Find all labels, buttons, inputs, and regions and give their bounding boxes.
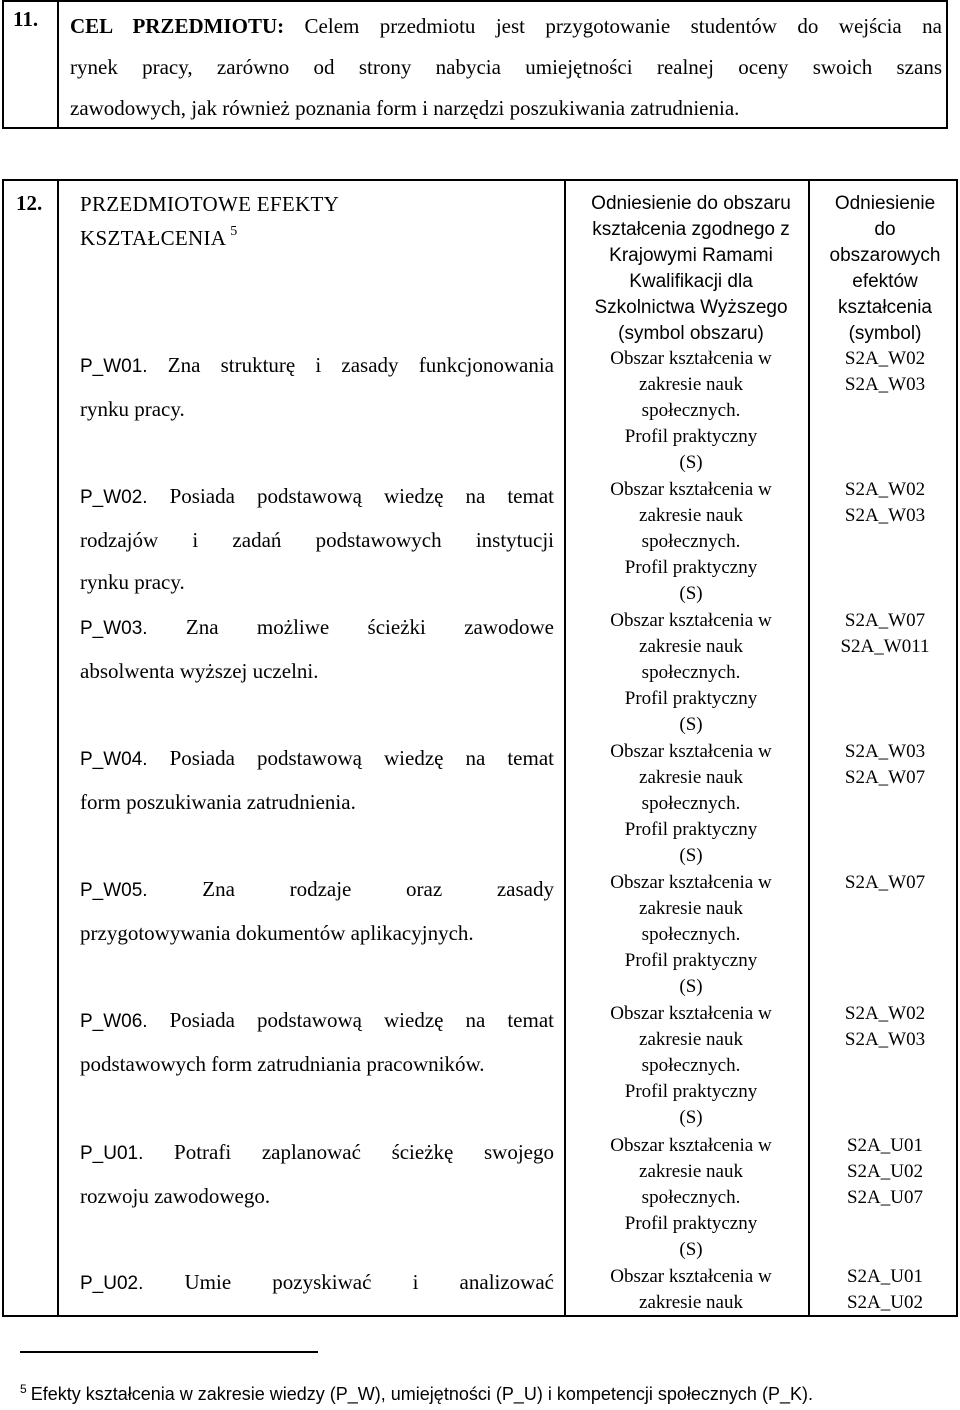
area-header-line: (symbol obszaru) (618, 323, 764, 344)
effects-heading (80, 191, 339, 252)
area-reference-line: Obszar kształcenia w (610, 348, 772, 369)
symbol-code: S2A_W07 (844, 610, 926, 631)
area-reference (576, 870, 806, 1000)
area-reference-line: zakresie nauk (639, 505, 743, 526)
symbol-code: S2A_W07 (844, 767, 926, 788)
symbol-header-line: (symbol) (848, 323, 922, 344)
outcome-line (80, 999, 554, 1043)
outcome-line (80, 561, 554, 603)
area-reference-line: Obszar kształcenia w (610, 1135, 772, 1156)
outcome-p_u01 (80, 1131, 554, 1217)
symbol-header-line: do (874, 219, 896, 240)
symbol-code: S2A_U02 (846, 1292, 923, 1313)
outcome-p_w04 (80, 737, 554, 823)
symbol-code: S2A_W03 (844, 374, 926, 395)
symbol-code: S2A_W07 (844, 872, 926, 893)
symbol-header-line: Odniesienie (834, 193, 936, 214)
area-reference-line: (S) (679, 1239, 703, 1260)
footnote-rule (20, 1351, 318, 1353)
symbol-reference (812, 1264, 958, 1316)
outcome-p_w02 (80, 475, 554, 603)
symbol-header-line: kształcenia (838, 297, 932, 318)
area-header-line: kształcenia zgodnego z (592, 219, 790, 240)
outcome-text: rynku pracy. (80, 570, 185, 594)
area-reference-line: społecznych. (641, 924, 741, 945)
symbol-reference (812, 1133, 958, 1211)
section-11-line-1-text: Celem przedmiotu jest przygotowanie studentów do wejścia na (284, 14, 942, 38)
outcome-text: Zna rodzaje oraz zasady (147, 877, 554, 901)
area-header-line: Krajowymi Ramami (609, 245, 773, 266)
area-reference-line: Profil praktyczny (624, 426, 758, 447)
symbol-code: S2A_W03 (844, 505, 926, 526)
area-reference-line: społecznych. (641, 662, 741, 683)
area-reference-line: Profil praktyczny (624, 1081, 758, 1102)
outcome-text: Posiada podstawową wiedzę na temat (147, 746, 554, 770)
outcome-line (80, 344, 554, 388)
area-reference-line: Obszar kształcenia w (610, 872, 772, 893)
outcome-code: P_W01. (80, 356, 148, 377)
outcome-line (80, 868, 554, 912)
outcome-text: podstawowych form zatrudniania pracowników. (80, 1052, 485, 1076)
outcome-line (80, 388, 554, 430)
area-reference-line: społecznych. (641, 793, 741, 814)
area-reference-line: społecznych. (641, 1055, 741, 1076)
area-reference (576, 477, 806, 607)
outcome-text: Potrafi zaplanować ścieżkę swojego (143, 1140, 554, 1164)
outcome-code: P_W05. (80, 880, 148, 901)
table-divider-3 (808, 181, 810, 1315)
learning-outcomes-table (2, 179, 958, 1317)
area-reference-line: zakresie nauk (639, 374, 743, 395)
area-reference-line: Obszar kształcenia w (610, 1003, 772, 1024)
symbol-header-line: obszarowych (829, 245, 941, 266)
table-divider-1 (57, 181, 59, 1315)
footnote-marker: 5 (20, 1382, 27, 1396)
section-11-line-2: rynek pracy, zarówno od strony nabycia umiejętności realnej oceny swoich szans (70, 55, 942, 79)
footnote-ref: 5 (230, 224, 238, 239)
outcome-code: P_U02. (80, 1273, 144, 1294)
section-11-number: 11. (13, 7, 39, 31)
table-divider-2 (564, 181, 566, 1315)
area-reference-line: Profil praktyczny (624, 1213, 758, 1234)
outcome-line (80, 475, 554, 519)
symbol-code: S2A_U07 (846, 1187, 923, 1208)
symbol-header-line: efektów (852, 271, 918, 292)
area-reference-line: Obszar kształcenia w (610, 610, 772, 631)
effects-heading-line-2 (80, 218, 339, 252)
area-reference (576, 739, 806, 869)
outcome-text: rynku pracy. (80, 397, 185, 421)
outcome-p_w05 (80, 868, 554, 954)
outcome-line (80, 737, 554, 781)
outcome-text: absolwenta wyższej uczelni. (80, 659, 319, 683)
area-reference-line: (S) (679, 714, 703, 735)
outcome-code: P_W06. (80, 1011, 148, 1032)
area-header-line: Odniesienie do obszaru (591, 193, 791, 214)
outcome-line (80, 1131, 554, 1175)
symbol-reference (812, 1001, 958, 1053)
outcome-line (80, 1175, 554, 1217)
area-reference-line: Profil praktyczny (624, 950, 758, 971)
area-reference-line: społecznych. (641, 400, 741, 421)
outcome-p_w03 (80, 606, 554, 692)
symbol-code: S2A_W03 (844, 1029, 926, 1050)
section-11-text (70, 6, 942, 129)
section-11-box (2, 0, 948, 129)
outcome-line (80, 1043, 554, 1085)
outcome-p_u02 (80, 1261, 554, 1305)
outcome-line (80, 606, 554, 650)
effects-heading-line-1: PRZEDMIOTOWE EFEKTY (80, 192, 340, 216)
symbol-reference (812, 477, 958, 529)
outcome-text: rodzajów i zadań podstawowych instytucji (80, 528, 554, 552)
symbol-code: S2A_W02 (844, 1003, 926, 1024)
area-header-line: Szkolnictwa Wyższego (594, 297, 788, 318)
symbol-code: S2A_W02 (844, 479, 926, 500)
outcome-line (80, 1261, 554, 1305)
outcome-code: P_W03. (80, 618, 148, 639)
area-reference-line: zakresie nauk (639, 1161, 743, 1182)
footnote (20, 1382, 813, 1405)
outcome-code: P_U01. (80, 1143, 144, 1164)
area-reference-line: (S) (679, 1107, 703, 1128)
outcome-line (80, 650, 554, 692)
symbol-code: S2A_U01 (846, 1135, 923, 1156)
outcome-text: Zna możliwe ścieżki zawodowe (147, 615, 554, 639)
outcome-p_w01 (80, 344, 554, 430)
area-reference-line: zakresie nauk (639, 898, 743, 919)
area-reference-line: Obszar kształcenia w (610, 1266, 772, 1287)
section-11-label: CEL PRZEDMIOTU: (70, 14, 285, 38)
area-reference (576, 1001, 806, 1131)
area-reference (576, 608, 806, 738)
area-reference (576, 1133, 806, 1263)
symbol-reference (812, 346, 958, 398)
symbol-code: S2A_U02 (846, 1161, 923, 1182)
symbol-reference (812, 608, 958, 660)
section-11-line-3: zawodowych, jak również poznania form i narzędzi poszukiwania zatrudnienia. (70, 96, 740, 120)
outcome-code: P_W04. (80, 749, 148, 770)
outcome-text: Posiada podstawową wiedzę na temat (147, 1008, 554, 1032)
area-column-header (576, 191, 806, 347)
area-reference (576, 346, 806, 476)
outcome-text: form poszukiwania zatrudnienia. (80, 790, 356, 814)
outcome-line (80, 781, 554, 823)
section-11-line-1 (70, 6, 942, 47)
area-reference-line: (S) (679, 583, 703, 604)
area-reference-line: Profil praktyczny (624, 557, 758, 578)
area-reference-line: (S) (679, 845, 703, 866)
symbol-code: S2A_W02 (844, 348, 926, 369)
outcome-line (80, 912, 554, 954)
outcome-code: P_W02. (80, 487, 148, 508)
outcome-text: przygotowywania dokumentów aplikacyjnych. (80, 921, 474, 945)
area-reference-line: Obszar kształcenia w (610, 741, 772, 762)
footnote-text: Efekty kształcenia w zakresie wiedzy (P_W), umiejętności (P_U) i kompetencji społecznych (P_K). (30, 1384, 813, 1404)
area-reference-line: zakresie nauk (639, 1029, 743, 1050)
area-reference-line: (S) (679, 452, 703, 473)
area-reference-line: Obszar kształcenia w (610, 479, 772, 500)
section-11-number-cell (4, 2, 59, 127)
effects-heading-line-2-text: KSZTAŁCENIA (80, 226, 227, 250)
section-12-number: 12. (16, 191, 43, 215)
outcome-line (80, 519, 554, 561)
symbol-reference (812, 739, 958, 791)
outcome-text: Zna strukturę i zasady funkcjonowania (147, 353, 554, 377)
area-reference-line: (S) (679, 976, 703, 997)
outcome-text: Umie pozyskiwać i analizować (143, 1270, 554, 1294)
area-reference-line: Profil praktyczny (624, 819, 758, 840)
symbol-reference (812, 870, 958, 896)
area-reference-line: zakresie nauk (639, 636, 743, 657)
area-reference-line: społecznych. (641, 1187, 741, 1208)
area-reference-line: zakresie nauk (639, 1292, 743, 1313)
area-header-line: Kwalifikacji dla (629, 271, 753, 292)
outcome-text: rozwoju zawodowego. (80, 1184, 271, 1208)
symbol-column-header (812, 191, 958, 347)
area-reference-line: Profil praktyczny (624, 688, 758, 709)
symbol-code: S2A_U01 (846, 1266, 923, 1287)
area-reference-line: zakresie nauk (639, 767, 743, 788)
symbol-code: S2A_W03 (844, 741, 926, 762)
area-reference-line: społecznych. (641, 531, 741, 552)
area-reference (576, 1264, 806, 1316)
outcome-p_w06 (80, 999, 554, 1085)
symbol-code: S2A_W011 (840, 636, 930, 657)
outcome-text: Posiada podstawową wiedzę na temat (147, 484, 554, 508)
